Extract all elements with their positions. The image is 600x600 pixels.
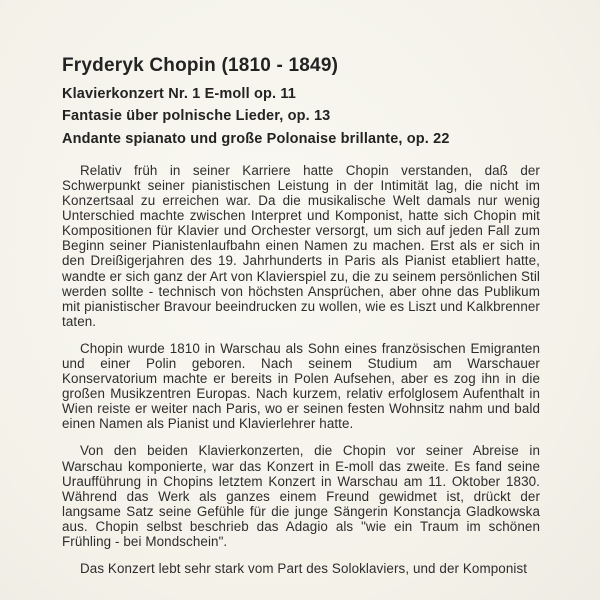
work-title-3: Andante spianato und große Polonaise brillante, op. 22 (62, 130, 450, 147)
composer-title: Fryderyk Chopin (1810 - 1849) (62, 55, 339, 76)
work-title-1: Klavierkonzert Nr. 1 E-moll op. 11 (62, 85, 296, 102)
paragraph-4: Das Konzert lebt sehr stark vom Part des Soloklaviers, und der Komponist (80, 561, 528, 577)
paragraph-1: Relativ früh in seiner Karriere hatte Chopin verstanden, daß der Schwerpunkt seiner pianistischen Leistung in der Intimität lag, die nicht im Konzertsaal zu erreichen war. Da die musikalische Welt damals nur wenig Unterschied machte zwischen Interpret und Komponist, hatte sich Chopin mit Kompositionen für Klavier und Orchester versorgt, um sich auf jeden Fall zum Beginn seiner Pianistenlaufbahn einen Namen zu machen. Erst als er sich in den Dreißigerjahren des 19. Jahrhunderts in Paris als Pianist etabliert hatte, wandte er sich ganz der Art von Klavierspiel zu, die zu seinem persönlichen Stil werden sollte - technisch von höchsten Ansprüchen, aber ohne das Publikum mit pianistischer Bravour beeindrucken zu wollen, wie es Liszt und Kalkbrenner taten. (62, 162, 540, 329)
paragraph-3: Von den beiden Klavierkonzerten, die Chopin vor seiner Abreise in Warschau komponierte, war das Konzert in E-moll das zweite. Es fand seine Uraufführung in Chopins letztem Konzert in Warschau am 11. Oktober 1830. Während das Werk als ganzes einem Freund gewidmet ist, drückt der langsame Satz seine Gefühle für die junge Sängerin Konstancja Gladkowska aus. Chopin selbst beschrieb das Adagio als "wie ein Traum im schönen Frühling - bei Mondschein". (62, 443, 540, 549)
work-title-2: Fantasie über polnische Lieder, op. 13 (62, 108, 331, 125)
work-list (62, 87, 540, 147)
article-body (62, 163, 540, 576)
paragraph-2: Chopin wurde 1810 in Warschau als Sohn eines französischen Emigranten und einer Polin geboren. Nach seinem Studium am Warschauer Konservatorium machte er bereits in Polen Aufsehen, aber es zog ihn in die großen Musikzentren Europas. Nach kurzem, relativ erfolglosem Aufenthalt in Wien reiste er weiter nach Paris, wo er seinen festen Wohnsitz nahm und bald einen Namen als Pianist und Klavierlehrer hatte. (62, 340, 540, 432)
